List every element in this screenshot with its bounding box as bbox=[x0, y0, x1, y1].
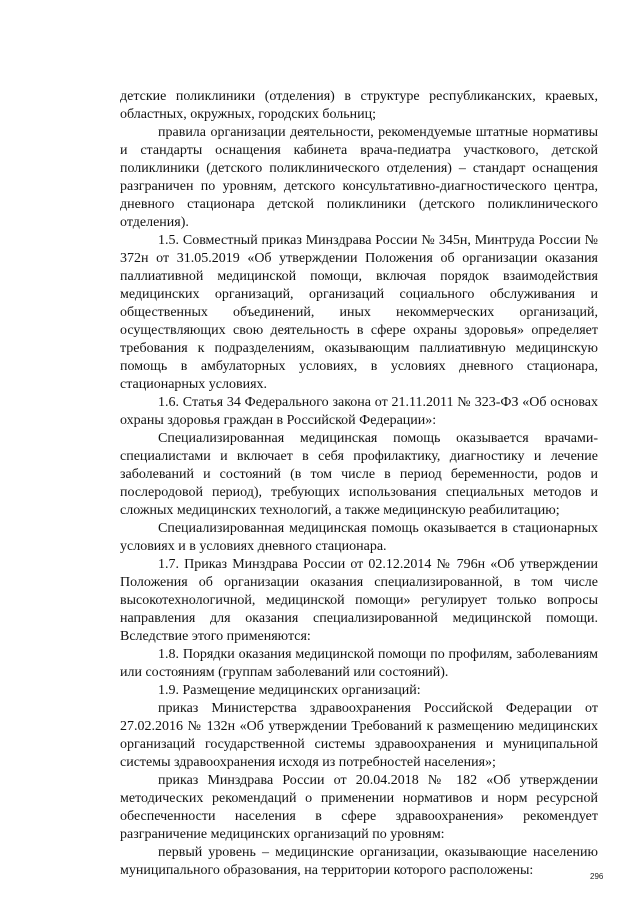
paragraph: Специализированная медицинская помощь оказывается врачами-специалистами и включает в себя профилактику, диагностику и лечение заболеваний и состояний (в том числе в период беременности, родов и послеродовой период), требующих использования специальных методов и сложных медицинских технологий, а также медицинскую реабилитацию; bbox=[120, 431, 598, 518]
paragraph: 1.9. Размещение медицинских организаций: bbox=[158, 683, 421, 698]
paragraph: приказ Министерства здравоохранения Российской Федерации от 27.02.2016 № 132н «Об утверждении Требований к размещению медицинских организаций государственной системы здравоохранения и муниципальной системы здравоохранения исходя из потребностей населения»; bbox=[120, 701, 598, 770]
paragraph: Специализированная медицинская помощь оказывается в стационарных условиях и в условиях дневного стационара. bbox=[120, 521, 598, 554]
page-number: 296 bbox=[590, 872, 604, 881]
paragraph: детские поликлиники (отделения) в структуре республиканских, краевых, областных, окружных, городских больниц; bbox=[120, 89, 598, 122]
paragraph: приказ Минздрава России от 20.04.2018 № 182 «Об утверждении методических рекомендаций о применении нормативов и норм ресурсной обеспеченности населения в сфере здравоохранения» рекомендует разграничение медицинских организаций по уровням: bbox=[120, 773, 598, 842]
paragraph: 1.5. Совместный приказ Минздрава России № 345н, Минтруда России № 372н от 31.05.2019 «Об утверждении Положения об организации оказания паллиативной медицинской помощи, включая порядок взаимодействия медицинских организаций, организаций социального обслуживания и общественных объединений, иных некоммерческих организаций, осуществляющих свою деятельность в сфере охраны здоровья» определяет требования к подразделениям, оказывающим паллиативную медицинскую помощь в амбулаторных условиях, в условиях дневного стационара, стационарных условиях. bbox=[120, 233, 598, 392]
paragraph: 1.6. Статья 34 Федерального закона от 21.11.2011 № 323-ФЗ «Об основах охраны здоровья граждан в Российской Федерации»: bbox=[120, 395, 598, 428]
body-text bbox=[120, 88, 598, 880]
paragraph: 1.7. Приказ Минздрава России от 02.12.2014 № 796н «Об утверждении Положения об организации оказания специализированной, в том числе высокотехнологичной, медицинской помощи» регулирует только вопросы направления для оказания специализированной медицинской помощи. Вследствие этого применяются: bbox=[120, 557, 598, 644]
paragraph: 1.8. Порядки оказания медицинской помощи по профилям, заболеваниям или состояниям (группам заболеваний или состояний). bbox=[120, 647, 598, 680]
paragraph: первый уровень – медицинские организации, оказывающие населению муниципального образования, на территории которого расположены: bbox=[120, 845, 598, 878]
paragraph: правила организации деятельности, рекомендуемые штатные нормативы и стандарты оснащения кабинета врача-педиатра участкового, детской поликлиники (детского поликлинического отделения) – стандарт оснащения разграничен по уровням, детского консультативно-диагностического центра, дневного стационара детской поликлиники (детского поликлинического отделения). bbox=[120, 125, 598, 230]
